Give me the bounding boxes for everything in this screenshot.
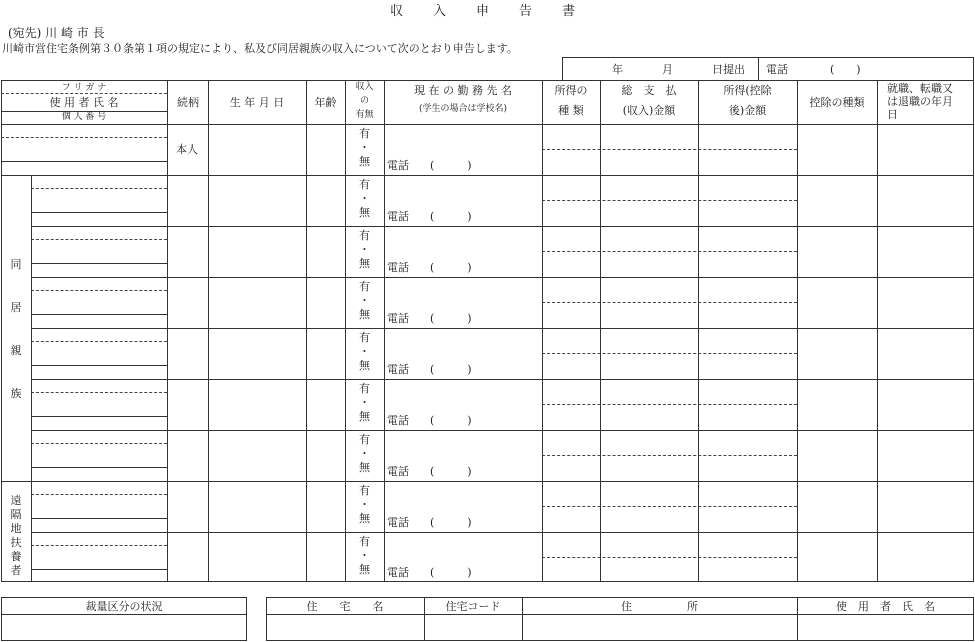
income-yes[interactable]: 有 [359, 127, 370, 140]
group-remote-2: 隔 [10, 508, 22, 521]
income-dot: ・ [359, 243, 370, 256]
group-household-3: 親 [10, 344, 22, 357]
income-yes[interactable]: 有 [359, 535, 370, 548]
income-no[interactable]: 無 [359, 410, 370, 423]
workplace-phone-field[interactable]: ( ) [430, 363, 472, 376]
row-separator [1, 481, 974, 482]
row-separator [31, 532, 974, 533]
income-yes[interactable]: 有 [359, 178, 370, 191]
income-dot: ・ [359, 141, 370, 154]
group-remote-4: 扶 [10, 536, 22, 549]
income-no[interactable]: 無 [359, 257, 370, 270]
workplace-phone-label: 電話 [387, 312, 409, 325]
group-household-1: 同 [10, 258, 22, 271]
income-dot: ・ [359, 294, 370, 307]
self-label: 本人 [176, 143, 198, 156]
header-furigana-line [1, 93, 167, 94]
header-age: 年齢 [314, 96, 337, 109]
residence-line [266, 614, 974, 615]
row-separator [31, 430, 974, 431]
workplace-phone-label: 電話 [387, 261, 409, 274]
col-line-deduction [877, 80, 878, 582]
group-household-4: 族 [10, 387, 22, 400]
submission-phone-label: 電話 [766, 63, 788, 76]
income-yes[interactable]: 有 [359, 280, 370, 293]
header-user-name: 使 用 者 氏 名 [49, 96, 119, 109]
header-furigana: フ リ ガ ナ [61, 83, 107, 93]
submission-phone-field[interactable]: ( ) [830, 63, 861, 76]
income-yes[interactable]: 有 [359, 433, 370, 446]
income-no[interactable]: 無 [359, 308, 370, 321]
workplace-phone-label: 電話 [387, 159, 409, 172]
workplace-phone-field[interactable]: ( ) [430, 414, 472, 427]
workplace-phone-label: 電話 [387, 465, 409, 478]
furigana-line [31, 443, 167, 444]
col-line-birthdate [306, 80, 307, 582]
submission-month[interactable]: 月 [662, 63, 673, 76]
submission-day[interactable]: 日提出 [712, 63, 745, 76]
workplace-phone-label: 電話 [387, 566, 409, 579]
workplace-phone-label: 電話 [387, 210, 409, 223]
income-dot: ・ [359, 498, 370, 511]
income-dashed-line [542, 353, 797, 354]
workplace-phone-field[interactable]: ( ) [430, 516, 472, 529]
income-no[interactable]: 無 [359, 155, 370, 168]
header-personal-number: 個 人 番 号 [61, 112, 107, 122]
col-line-relationship [208, 80, 209, 582]
header-net-2: 後)金額 [728, 104, 767, 117]
workplace-phone-field[interactable]: ( ) [430, 566, 472, 579]
workplace-phone-field[interactable]: ( ) [430, 465, 472, 478]
group-remote-5: 養 [10, 550, 22, 563]
footer-address: 住 所 [621, 600, 698, 613]
furigana-line [1, 137, 167, 138]
income-no[interactable]: 無 [359, 359, 370, 372]
header-income-2: の [359, 96, 369, 106]
header-income-3: 有無 [355, 110, 374, 120]
row-separator [1, 175, 974, 176]
workplace-phone-field[interactable]: ( ) [430, 210, 472, 223]
header-deduction: 控除の種類 [809, 96, 865, 109]
header-bottom-line [1, 124, 974, 125]
header-total-2: (収入)金額 [622, 104, 676, 117]
workplace-phone-field[interactable]: ( ) [430, 261, 472, 274]
furigana-line [31, 290, 167, 291]
workplace-phone-field[interactable]: ( ) [430, 312, 472, 325]
income-dashed-line [542, 200, 797, 201]
footer-residence-code: 住宅コード [445, 600, 501, 613]
personal-number-line [31, 416, 167, 417]
header-income-type-1: 所得の [554, 84, 588, 97]
footer-residence: 住 宅 名 [306, 600, 384, 613]
row-separator [31, 328, 974, 329]
income-no[interactable]: 無 [359, 206, 370, 219]
personal-number-line [31, 569, 167, 570]
group-remote-6: 者 [10, 564, 22, 577]
row-separator [31, 379, 974, 380]
income-yes[interactable]: 有 [359, 382, 370, 395]
header-workplace-1: 現 在 の 勤 務 先 名 [414, 84, 512, 97]
furigana-line [31, 341, 167, 342]
income-dashed-line [542, 302, 797, 303]
submission-divider [758, 57, 759, 81]
furigana-line [31, 494, 167, 495]
income-dashed-line [542, 149, 797, 150]
personal-number-line [31, 467, 167, 468]
income-dashed-line [542, 251, 797, 252]
income-dashed-line [542, 506, 797, 507]
col-line-net [797, 80, 798, 582]
col-line-income [384, 80, 385, 582]
header-birthdate: 生 年 月 日 [229, 96, 285, 109]
personal-number-line [31, 518, 167, 519]
income-dot: ・ [359, 396, 370, 409]
row-separator [31, 226, 974, 227]
income-yes[interactable]: 有 [359, 331, 370, 344]
col-line-name [167, 80, 168, 582]
income-dashed-line [542, 557, 797, 558]
income-dashed-line [542, 455, 797, 456]
income-table [1, 80, 974, 582]
income-dot: ・ [359, 345, 370, 358]
personal-number-line [1, 161, 167, 162]
furigana-line [31, 188, 167, 189]
addressee: (宛先) 川 崎 市 長 [8, 26, 105, 40]
income-dot: ・ [359, 192, 370, 205]
income-yes[interactable]: 有 [359, 229, 370, 242]
header-workplace-2: (学生の場合は学校名) [418, 104, 508, 114]
group-household-2: 居 [10, 301, 22, 314]
header-relationship: 続柄 [177, 96, 199, 109]
submission-year[interactable]: 年 [612, 63, 623, 76]
workplace-phone-label: 電話 [387, 363, 409, 376]
workplace-phone-label: 電話 [387, 414, 409, 427]
footer-user-name: 使 用 者 氏 名 [836, 600, 935, 613]
personal-number-line [31, 314, 167, 315]
header-income-type-2: 種 類 [558, 104, 584, 117]
income-dashed-line [542, 404, 797, 405]
personal-number-line [31, 365, 167, 366]
income-dot: ・ [359, 447, 370, 460]
workplace-phone-label: 電話 [387, 516, 409, 529]
furigana-line [31, 545, 167, 546]
income-no[interactable]: 無 [359, 461, 370, 474]
furigana-line [31, 239, 167, 240]
income-no[interactable]: 無 [359, 512, 370, 525]
footer-assessment: 裁量区分の状況 [85, 600, 163, 613]
form-title: 収入申告書 [389, 4, 605, 19]
assessment-line [1, 614, 247, 615]
declaration-text: 川崎市営住宅条例第３０条第１項の規定により、私及び同居親族の収入について次のとおり申告します。 [2, 42, 518, 55]
group-remote-1: 遠 [10, 494, 22, 507]
income-dot: ・ [359, 549, 370, 562]
header-employment-1: 就職、転職又 [887, 82, 953, 95]
header-income-1: 収入 [355, 82, 374, 92]
header-total-1: 総 支 払 [621, 84, 677, 97]
furigana-line [31, 392, 167, 393]
header-employment-2: は退職の年月 [887, 95, 953, 108]
workplace-phone-field[interactable]: ( ) [430, 159, 472, 172]
income-no[interactable]: 無 [359, 563, 370, 576]
header-employment-3: 日 [887, 108, 898, 121]
header-net-1: 所得(控除 [723, 84, 772, 97]
income-yes[interactable]: 有 [359, 484, 370, 497]
personal-number-line [31, 212, 167, 213]
personal-number-line [31, 263, 167, 264]
group-remote-3: 地 [10, 522, 22, 535]
row-separator [31, 277, 974, 278]
